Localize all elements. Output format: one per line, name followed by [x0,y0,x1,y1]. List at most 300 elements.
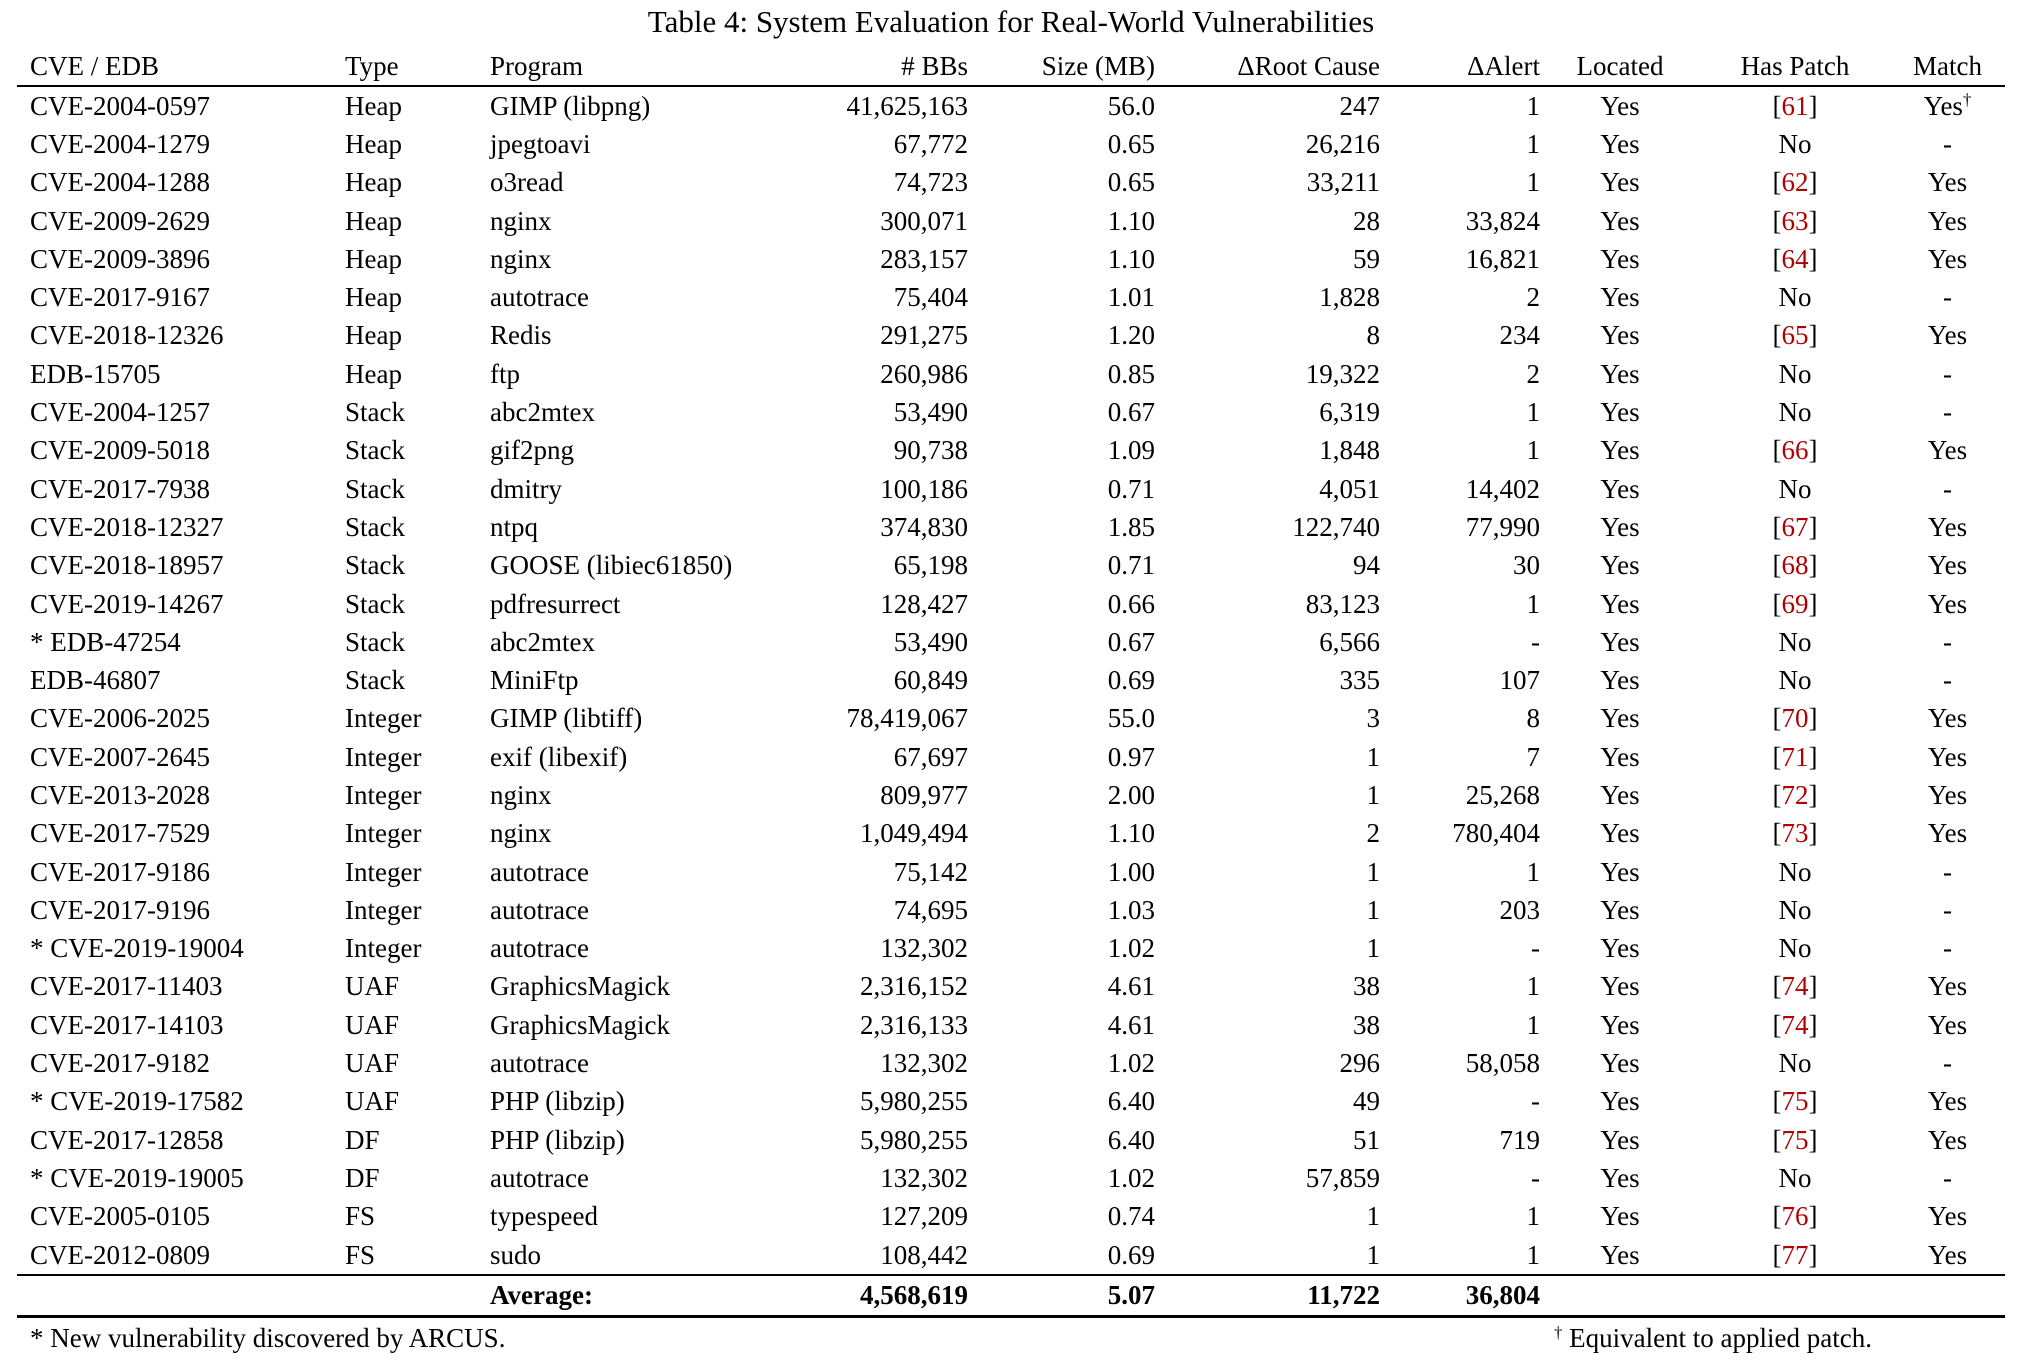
cve-id-cell: * CVE-2019-17582 [30,1086,244,1117]
cve-id-cell: * CVE-2019-19005 [30,1162,244,1193]
bbs-count-cell: 127,209 [880,1201,968,1232]
program-cell: autotrace [490,282,589,313]
root-cause-cell: 94 [1353,550,1380,581]
size-cell: 0.85 [1107,358,1155,389]
located-cell: Yes [1600,703,1640,734]
alert-cell: 30 [1513,550,1540,581]
alert-cell: 1 [1526,856,1540,887]
located-cell: Yes [1600,90,1640,121]
bbs-count-cell: 74,695 [893,894,968,925]
alert-cell: 1 [1526,1201,1540,1232]
located-cell: Yes [1600,741,1640,772]
vuln-type-cell: FS [345,1201,376,1232]
citation-link[interactable]: 71 [1781,741,1809,772]
root-cause-cell: 335 [1339,665,1380,696]
table-row [17,1083,2005,1121]
alert-cell: - [1531,626,1540,657]
located-cell: Yes [1600,818,1640,849]
alert-cell: 234 [1499,320,1540,351]
table-row [17,1121,2005,1159]
bbs-count-cell: 108,442 [880,1239,968,1270]
alert-cell: 33,824 [1465,205,1540,236]
bbs-count-cell: 75,142 [893,856,968,887]
has-patch-cell: No [1778,473,1812,504]
located-cell: Yes [1600,128,1640,159]
root-cause-cell: 6,319 [1319,397,1380,428]
program-cell: sudo [490,1239,542,1270]
citation-bracket: ] [1808,1124,1818,1155]
citation-bracket: ] [1808,703,1818,734]
located-cell: Yes [1600,665,1640,696]
match-cell: Yes [1927,741,1968,772]
has-patch-cell: No [1778,665,1812,696]
citation-link[interactable]: 61 [1781,90,1809,121]
cve-id-cell: CVE-2017-7529 [30,818,210,849]
match-cell: Yes [1927,1124,1968,1155]
located-cell: Yes [1600,473,1640,504]
citation-bracket: [ [1772,167,1782,198]
located-cell: Yes [1600,205,1640,236]
located-cell: Yes [1600,1009,1640,1040]
located-cell: Yes [1600,1086,1640,1117]
citation-link[interactable]: 68 [1781,550,1809,581]
program-cell: abc2mtex [490,397,595,428]
size-cell: 1.02 [1107,1048,1155,1079]
table-row [17,432,2005,470]
citation-bracket: [ [1772,1009,1782,1040]
size-cell: 0.69 [1107,1239,1155,1270]
located-cell: Yes [1600,894,1640,925]
size-cell: 4.61 [1107,1009,1155,1040]
has-patch-cell: No [1778,1048,1812,1079]
size-cell: 1.02 [1107,1162,1155,1193]
located-cell: Yes [1600,243,1640,274]
table-caption: Table 4: System Evaluation for Real-World Vulnerabilities [647,4,1375,39]
vuln-type-cell: Stack [345,588,405,619]
match-cell: Yes [1927,1239,1968,1270]
root-cause-cell: 26,216 [1305,128,1380,159]
root-cause-cell: 19,322 [1305,358,1380,389]
citation-link[interactable]: 73 [1781,818,1809,849]
size-cell: 6.40 [1107,1124,1155,1155]
root-cause-cell: 6,566 [1319,626,1380,657]
citation-bracket: [ [1772,1239,1782,1270]
footnote-new-vulnerability [30,1320,505,1356]
program-cell: MiniFtp [490,665,579,696]
citation-bracket: [ [1772,1201,1782,1232]
table-row [17,968,2005,1006]
cve-id-cell: CVE-2009-3896 [30,243,210,274]
cve-id-cell: CVE-2017-9196 [30,894,210,925]
bbs-count-cell: 374,830 [880,511,968,542]
has-patch-cell [1700,508,1890,546]
has-patch-cell [1700,432,1890,470]
vuln-type-cell: DF [345,1162,380,1193]
citation-link[interactable]: 70 [1781,703,1809,734]
table-row [17,278,2005,316]
bbs-count-cell: 132,302 [880,933,968,964]
col-header-cve-edb: CVE / EDB [30,51,160,81]
root-cause-cell: 1 [1366,933,1380,964]
citation-link[interactable]: 65 [1781,320,1809,351]
vuln-type-cell: Heap [345,358,402,389]
size-cell: 1.09 [1107,435,1155,466]
root-cause-cell: 3 [1366,703,1380,734]
average-root-cause: 11,722 [1307,1280,1380,1311]
vuln-type-cell: Integer [345,933,422,964]
cve-id-cell: CVE-2012-0809 [30,1239,210,1270]
root-cause-cell: 33,211 [1306,167,1380,198]
program-cell: GIMP (libtiff) [490,703,643,734]
cve-id-cell: CVE-2004-1288 [30,167,210,198]
citation-bracket: [ [1772,741,1782,772]
bbs-count-cell: 67,772 [893,128,968,159]
size-cell: 0.71 [1107,473,1155,504]
table-row [17,317,2005,355]
table-row [17,585,2005,623]
table-row [17,355,2005,393]
located-cell: Yes [1600,511,1640,542]
program-cell: GOOSE (libiec61850) [490,550,733,581]
footnote-right-text: Equivalent to applied patch. [1569,1323,1872,1354]
table-row [17,815,2005,853]
alert-cell: 1 [1526,435,1540,466]
located-cell: Yes [1600,856,1640,887]
citation-link[interactable]: 66 [1781,435,1809,466]
located-cell: Yes [1600,626,1640,657]
vuln-type-cell: FS [345,1239,376,1270]
evaluation-table [17,42,2005,1318]
alert-cell: - [1531,1162,1540,1193]
size-cell: 0.74 [1107,1201,1155,1232]
root-cause-cell: 1,848 [1319,435,1380,466]
program-cell: GraphicsMagick [490,1009,670,1040]
alert-cell: 1 [1526,90,1540,121]
citation-bracket: ] [1808,971,1818,1002]
cve-id-cell: CVE-2017-12858 [30,1124,224,1155]
program-cell: autotrace [490,1162,589,1193]
citation-bracket: [ [1772,1086,1782,1117]
citation-link[interactable]: 64 [1781,243,1809,274]
vuln-type-cell: Integer [345,856,422,887]
vuln-type-cell: Heap [345,243,402,274]
program-cell: Redis [490,320,552,351]
vuln-type-cell: Stack [345,511,405,542]
cve-id-cell: CVE-2005-0105 [30,1201,210,1232]
size-cell: 1.01 [1107,282,1155,313]
alert-cell: 25,268 [1465,779,1540,810]
match-cell: - [1943,626,1952,657]
bbs-count-cell: 1,049,494 [860,818,968,849]
vuln-type-cell: UAF [345,1009,400,1040]
has-patch-cell: No [1778,626,1812,657]
program-cell: GIMP (libpng) [490,90,651,121]
located-cell: Yes [1600,358,1640,389]
citation-link[interactable]: 75 [1781,1086,1809,1117]
alert-cell: - [1531,933,1540,964]
root-cause-cell: 1 [1366,894,1380,925]
program-cell: autotrace [490,856,589,887]
vuln-type-cell: Integer [345,703,422,734]
vuln-type-cell: Heap [345,90,402,121]
alert-cell: 77,990 [1465,511,1540,542]
cve-id-cell: CVE-2004-1279 [30,128,210,159]
citation-bracket: ] [1808,1009,1818,1040]
match-cell: - [1943,1048,1952,1079]
table-row [17,1006,2005,1044]
root-cause-cell: 1 [1366,779,1380,810]
table-row [17,661,2005,699]
cve-id-cell: CVE-2017-9182 [30,1048,210,1079]
has-patch-cell [1700,1236,1890,1275]
vuln-type-cell: Stack [345,435,405,466]
citation-bracket: [ [1772,971,1782,1002]
located-cell: Yes [1600,779,1640,810]
alert-cell: 1 [1526,971,1540,1002]
table-header [17,42,2005,86]
size-cell: 0.65 [1107,128,1155,159]
size-cell: 1.85 [1107,511,1155,542]
match-cell: Yes [1927,971,1968,1002]
bbs-count-cell: 2,316,152 [860,971,968,1002]
bbs-count-cell: 67,697 [893,741,968,772]
root-cause-cell: 122,740 [1292,511,1380,542]
citation-link[interactable]: 69 [1781,588,1809,619]
cve-id-cell: CVE-2009-2629 [30,205,210,236]
bbs-count-cell: 53,490 [893,397,968,428]
dagger-marker: † [1962,90,1972,110]
root-cause-cell: 83,123 [1305,588,1380,619]
citation-link[interactable]: 75 [1781,1124,1809,1155]
cve-id-cell: CVE-2009-5018 [30,435,210,466]
table-row [17,738,2005,776]
table-row [17,853,2005,891]
root-cause-cell: 1 [1366,856,1380,887]
vuln-type-cell: Heap [345,167,402,198]
bbs-count-cell: 132,302 [880,1048,968,1079]
size-cell: 1.20 [1107,320,1155,351]
alert-cell: 2 [1526,358,1540,389]
citation-link[interactable]: 74 [1781,971,1809,1002]
citation-bracket: ] [1808,435,1818,466]
table-row [17,700,2005,738]
vuln-type-cell: DF [345,1124,380,1155]
cve-id-cell: CVE-2018-12327 [30,511,224,542]
match-cell: Yes [1927,435,1968,466]
cve-id-cell: CVE-2013-2028 [30,779,210,810]
bbs-count-cell: 5,980,255 [860,1086,968,1117]
alert-cell: 1 [1526,588,1540,619]
root-cause-cell: 1,828 [1319,282,1380,313]
cve-id-cell: EDB-46807 [30,665,161,696]
match-cell: - [1943,358,1952,389]
alert-cell: 2 [1526,282,1540,313]
table-row [17,891,2005,929]
bbs-count-cell: 2,316,133 [860,1009,968,1040]
has-patch-cell [1700,317,1890,355]
average-bbs: 4,568,619 [860,1280,968,1311]
table-row [17,164,2005,202]
citation-bracket: [ [1772,243,1782,274]
size-cell: 1.10 [1107,818,1155,849]
has-patch-cell: No [1778,894,1812,925]
citation-bracket: [ [1772,511,1782,542]
bbs-count-cell: 128,427 [880,588,968,619]
average-label: Average: [490,1280,593,1311]
match-cell: Yes [1927,588,1968,619]
vuln-type-cell: Heap [345,320,402,351]
citation-bracket: ] [1808,818,1818,849]
match-cell: Yes [1927,320,1968,351]
citation-bracket: ] [1808,243,1818,274]
has-patch-cell [1700,1198,1890,1236]
vuln-type-cell: Stack [345,665,405,696]
program-cell: PHP (libzip) [490,1124,625,1155]
vuln-type-cell: Heap [345,128,402,159]
vuln-type-cell: Integer [345,741,422,772]
citation-link[interactable]: 76 [1781,1201,1809,1232]
has-patch-cell [1700,164,1890,202]
program-cell: autotrace [490,933,589,964]
program-cell: PHP (libzip) [490,1086,625,1117]
alert-cell: 1 [1526,128,1540,159]
match-cell: Yes [1927,1086,1968,1117]
match-cell: Yes [1927,1201,1968,1232]
has-patch-cell [1700,547,1890,585]
citation-bracket: [ [1772,1124,1782,1155]
vuln-type-cell: Heap [345,282,402,313]
match-cell: - [1943,397,1952,428]
table-row [17,202,2005,240]
has-patch-cell [1700,86,1890,125]
citation-bracket: [ [1772,550,1782,581]
vuln-type-cell: Heap [345,205,402,236]
match-cell: Yes [1927,550,1968,581]
vuln-type-cell: UAF [345,1086,400,1117]
size-cell: 6.40 [1107,1086,1155,1117]
root-cause-cell: 38 [1353,971,1380,1002]
alert-cell: 58,058 [1465,1048,1540,1079]
match-cell: - [1943,665,1952,696]
match-cell: - [1943,128,1952,159]
has-patch-cell [1700,585,1890,623]
program-cell: ntpq [490,511,539,542]
citation-link[interactable]: 63 [1781,205,1809,236]
footnote-left-text: New vulnerability discovered by ARCUS. [50,1323,506,1354]
match-cell: Yes [1927,243,1968,274]
citation-link[interactable]: 77 [1781,1239,1809,1270]
vuln-type-cell: Stack [345,397,405,428]
vuln-type-cell: Stack [345,550,405,581]
citation-bracket: ] [1808,779,1818,810]
table-row [17,930,2005,968]
root-cause-cell: 2 [1366,818,1380,849]
size-cell: 2.00 [1107,779,1155,810]
col-header-root-cause: ΔRoot Cause [1237,51,1380,81]
program-cell: nginx [490,779,552,810]
program-cell: o3read [490,167,564,198]
root-cause-cell: 8 [1366,320,1380,351]
has-patch-cell: No [1778,282,1812,313]
bbs-count-cell: 100,186 [880,473,968,504]
asterisk-marker: * [30,1323,44,1354]
has-patch-cell [1700,1083,1890,1121]
cve-id-cell: CVE-2004-0597 [30,90,210,121]
program-cell: jpegtoavi [490,128,591,159]
cve-id-cell: CVE-2007-2645 [30,741,210,772]
located-cell: Yes [1600,1239,1640,1270]
has-patch-cell [1700,1006,1890,1044]
program-cell: gif2png [490,435,574,466]
citation-link[interactable]: 74 [1781,1009,1809,1040]
root-cause-cell: 4,051 [1319,473,1380,504]
table-row [17,393,2005,431]
has-patch-cell: No [1778,933,1812,964]
cve-id-cell: CVE-2018-12326 [30,320,224,351]
root-cause-cell: 28 [1353,205,1380,236]
located-cell: Yes [1600,1124,1640,1155]
size-cell: 55.0 [1107,703,1155,734]
has-patch-cell: No [1778,128,1812,159]
average-row [17,1275,2005,1317]
has-patch-cell [1700,240,1890,278]
cve-id-cell: EDB-15705 [30,358,161,389]
program-cell: GraphicsMagick [490,971,670,1002]
bbs-count-cell: 283,157 [880,243,968,274]
has-patch-cell [1700,700,1890,738]
located-cell: Yes [1600,1048,1640,1079]
size-cell: 56.0 [1107,90,1155,121]
has-patch-cell: No [1778,856,1812,887]
has-patch-cell: No [1778,1162,1812,1193]
root-cause-cell: 38 [1353,1009,1380,1040]
match-cell: Yes [1927,205,1968,236]
citation-link[interactable]: 62 [1781,167,1809,198]
match-cell: Yes [1927,511,1968,542]
cve-id-cell: CVE-2017-11403 [30,971,223,1002]
has-patch-cell [1700,738,1890,776]
alert-cell: 1 [1526,1009,1540,1040]
citation-link[interactable]: 72 [1781,779,1809,810]
citation-bracket: ] [1808,205,1818,236]
program-cell: autotrace [490,1048,589,1079]
citation-link[interactable]: 67 [1781,511,1809,542]
alert-cell: 719 [1499,1124,1540,1155]
citation-bracket: [ [1772,90,1782,121]
size-cell: 0.97 [1107,741,1155,772]
size-cell: 4.61 [1107,971,1155,1002]
located-cell: Yes [1600,550,1640,581]
table-row [17,86,2005,125]
col-header-alert: ΔAlert [1467,51,1540,81]
size-cell: 1.00 [1107,856,1155,887]
has-patch-cell [1700,202,1890,240]
header-row [17,42,2005,86]
located-cell: Yes [1600,397,1640,428]
bbs-count-cell: 90,738 [893,435,968,466]
citation-bracket: [ [1772,779,1782,810]
bbs-count-cell: 260,986 [880,358,968,389]
size-cell: 1.10 [1107,243,1155,274]
bbs-count-cell: 300,071 [880,205,968,236]
col-header-match: Match [1913,51,1982,81]
located-cell: Yes [1600,282,1640,313]
bbs-count-cell: 291,275 [880,320,968,351]
root-cause-cell: 1 [1366,1201,1380,1232]
program-cell: nginx [490,243,552,274]
table-row [17,240,2005,278]
citation-bracket: ] [1808,167,1818,198]
